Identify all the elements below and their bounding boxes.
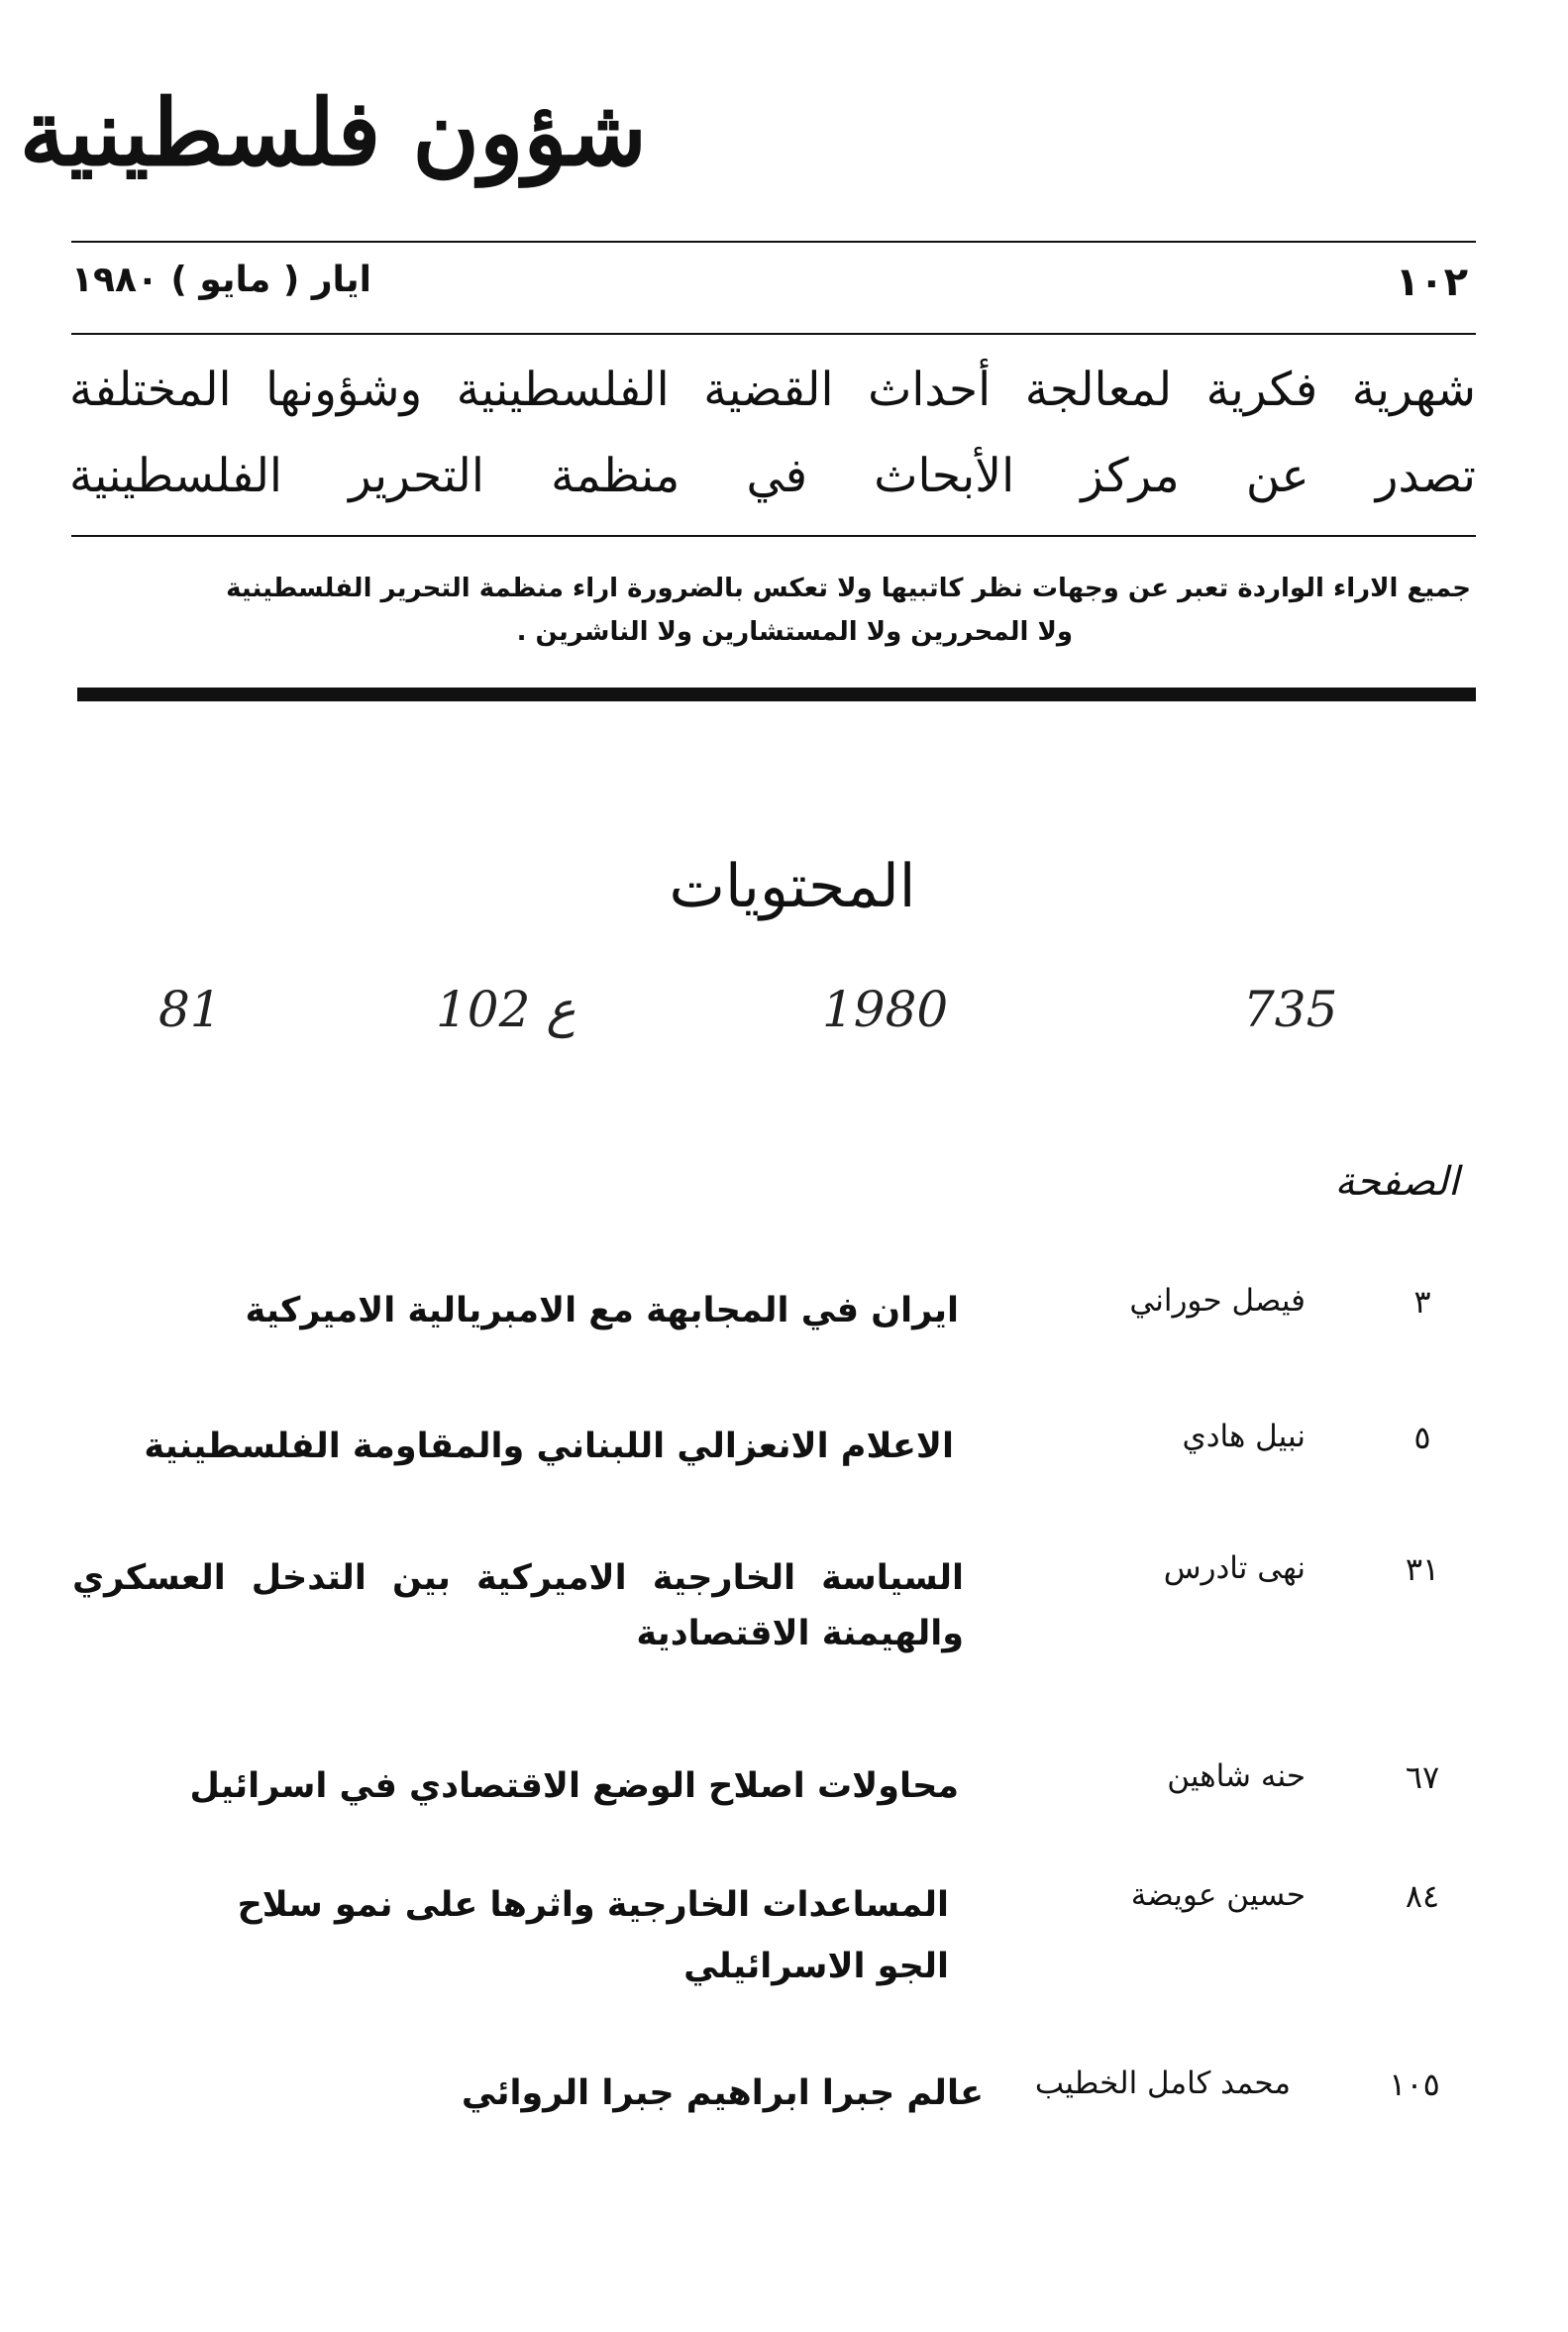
toc-author: نهى تادرس [1163,1550,1306,1586]
page-column-heading: الصفحة [1334,1159,1459,1205]
toc-page-number: ٥ [1413,1419,1431,1456]
toc-title-line: والهيمنة الاقتصادية [636,1614,964,1653]
masthead-title: شؤون فلسطينية [19,79,647,186]
toc-title [62,1419,954,1474]
toc-title [57,1877,949,1994]
handwritten-note: 81 [158,981,222,1038]
toc-title [92,2066,984,2121]
toc-title-line: الجو الاسرائيلي [683,1947,949,1986]
handwritten-note: 1980 [822,981,949,1038]
toc-author: حسين عويضة [1130,1877,1306,1913]
toc-page-number: ١٠٥ [1389,2066,1440,2103]
tagline-line-1: شهرية فكرية لمعالجة أحداث القضية الفلسطينية وشؤونها المختلفة [69,363,1476,417]
tagline-line-2: تصدر عن مركز الأبحاث في منظمة التحرير الفلسطينية [69,449,1476,503]
toc-title [67,1758,959,1814]
disclaimer-line-2: ولا المحررين ولا المستشارين ولا الناشرين . [516,617,1073,647]
toc-title-line: ايران في المجابهة مع الامبريالية الاميركية [245,1291,959,1330]
toc-title-line: الاعلام الانعزالي اللبناني والمقاومة الفلسطينية [144,1427,954,1466]
header-rule-thick [77,688,1476,701]
toc-title [72,1550,964,1661]
toc-page-number: ٨٤ [1405,1877,1440,1915]
toc-title-line: محاولات اصلاح الوضع الاقتصادي في اسرائيل [189,1766,959,1806]
toc-page-number: ٣١ [1405,1550,1440,1588]
issue-date: ايار ( مايو ) ١٩٨٠ [71,260,371,300]
toc-page-number: ٣ [1413,1283,1431,1321]
toc-title-line: المساعدات الخارجية واثرها على نمو سلاح [237,1885,949,1925]
issue-number: ١٠٢ [1395,260,1468,305]
issue-row [71,260,1476,319]
toc-title-line: عالم جبرا ابراهيم جبرا الروائي [461,2073,984,2113]
header-rule-middle [71,333,1476,335]
toc-author: حنه شاهين [1167,1758,1306,1794]
toc-title [67,1283,959,1338]
handwritten-note: ع 102 [436,981,576,1038]
toc-title-line: السياسة الخارجية الاميركية بين التدخل العسكري [72,1558,964,1598]
header-rule-bottom [71,535,1476,537]
toc-page-number: ٦٧ [1405,1758,1440,1796]
handwritten-note: 735 [1243,981,1338,1038]
contents-title: المحتويات [669,852,916,921]
toc-author: نبيل هادي [1182,1419,1306,1454]
toc-author: محمد كامل الخطيب [1034,2066,1291,2101]
header-rule-top [71,241,1476,243]
disclaimer-line-1: جميع الاراء الواردة تعبر عن وجهات نظر كاتبيها ولا تعكس بالضرورة اراء منظمة التحرير الفلسطينية [226,574,1471,603]
toc-author: فيصل حوراني [1129,1283,1306,1319]
